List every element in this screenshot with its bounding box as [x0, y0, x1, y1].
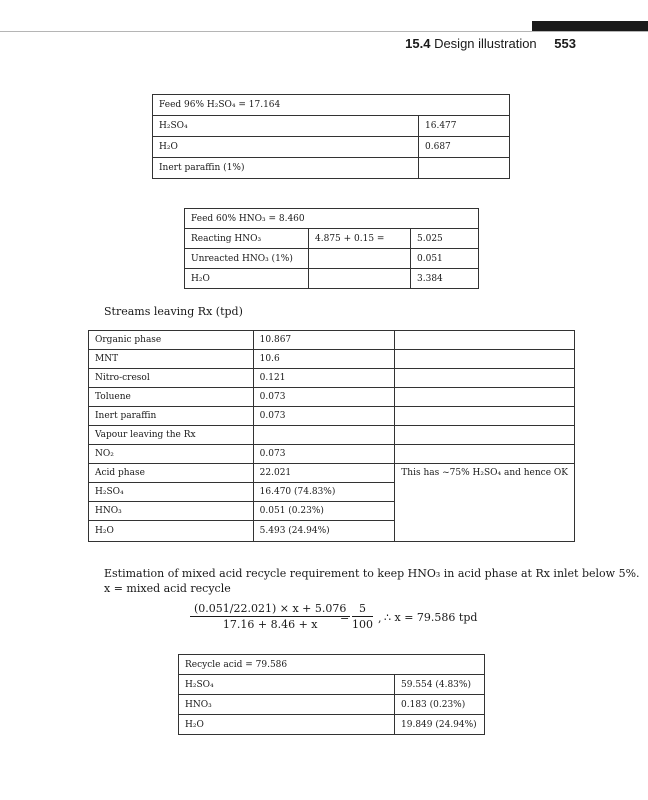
row-note	[395, 369, 575, 388]
equation-lhs-fraction	[190, 602, 350, 631]
table-row	[89, 388, 575, 407]
equation-denominator: 17.16 + 8.46 + x	[222, 618, 318, 631]
estimation-line-2: x = mixed acid recycle	[104, 582, 231, 595]
equation-comma: ,	[378, 612, 382, 625]
row-value: 0.121	[253, 369, 395, 388]
row-note	[395, 445, 575, 464]
row-value: 16.470 (74.83%)	[253, 483, 395, 502]
table-title: Feed 60% HNO₃ = 8.460	[185, 209, 479, 229]
row-value: 10.6	[253, 350, 395, 369]
rhs-numerator: 5	[352, 602, 373, 617]
feed-hno3-table	[184, 208, 479, 289]
row-value: 0.051	[411, 249, 479, 269]
row-label: Inert paraffin	[89, 407, 254, 426]
row-value: 0.073	[253, 445, 395, 464]
row-label: Inert paraffin (1%)	[153, 158, 419, 179]
equation-result: ∴ x = 79.586 tpd	[384, 611, 478, 624]
table-row	[89, 350, 575, 369]
equation-rhs-fraction	[352, 602, 373, 631]
row-value: 59.554 (4.83%)	[395, 675, 485, 695]
table-row	[185, 269, 479, 289]
row-value: 3.384	[411, 269, 479, 289]
row-note	[395, 407, 575, 426]
equation-equals: =	[340, 611, 350, 624]
row-value: 5.493 (24.94%)	[253, 521, 395, 542]
row-label: Organic phase	[89, 331, 254, 350]
row-label: MNT	[89, 350, 254, 369]
rhs-denominator: 100	[352, 618, 373, 631]
streams-heading: Streams leaving Rx (tpd)	[104, 305, 243, 318]
estimation-paragraph	[104, 566, 640, 596]
row-label: Nitro-cresol	[89, 369, 254, 388]
row-note	[395, 426, 575, 445]
acid-phase-note: This has ~75% H₂SO₄ and hence OK	[395, 464, 575, 542]
row-label: Vapour leaving the Rx	[89, 426, 254, 445]
row-value: 10.867	[253, 331, 395, 350]
row-calc	[309, 269, 411, 289]
row-value	[253, 426, 395, 445]
row-label: Toluene	[89, 388, 254, 407]
streams-table	[88, 330, 575, 542]
row-value: 22.021	[253, 464, 395, 483]
row-label: Unreacted HNO₃ (1%)	[185, 249, 309, 269]
table-row	[153, 95, 510, 116]
table-row	[153, 116, 510, 137]
row-value	[419, 158, 510, 179]
row-value: 19.849 (24.94%)	[395, 715, 485, 735]
row-label: Acid phase	[89, 464, 254, 483]
row-note	[395, 331, 575, 350]
row-calc	[309, 249, 411, 269]
table-row	[89, 464, 575, 483]
table-row	[185, 249, 479, 269]
header-bar	[532, 21, 648, 31]
table-row	[89, 445, 575, 464]
row-label: HNO₃	[179, 695, 395, 715]
table-row	[89, 426, 575, 445]
row-label: H₂SO₄	[153, 116, 419, 137]
row-label: H₂O	[185, 269, 309, 289]
row-value: 5.025	[411, 229, 479, 249]
row-value: 0.051 (0.23%)	[253, 502, 395, 521]
section-title: Design illustration	[434, 36, 537, 51]
table-row	[89, 407, 575, 426]
row-value: 0.183 (0.23%)	[395, 695, 485, 715]
table-row	[179, 675, 485, 695]
table-row	[179, 695, 485, 715]
row-label: H₂O	[89, 521, 254, 542]
table-row	[179, 715, 485, 735]
row-note	[395, 388, 575, 407]
row-value: 0.073	[253, 388, 395, 407]
equation-numerator: (0.051/22.021) × x + 5.076	[190, 602, 350, 617]
row-label: H₂O	[179, 715, 395, 735]
table-row	[185, 209, 479, 229]
running-header	[405, 36, 576, 51]
row-calc: 4.875 + 0.15 =	[309, 229, 411, 249]
row-label: NO₂	[89, 445, 254, 464]
table-row	[153, 137, 510, 158]
row-label: HNO₃	[89, 502, 254, 521]
row-label: Reacting HNO₃	[185, 229, 309, 249]
table-row	[179, 655, 485, 675]
row-note	[395, 350, 575, 369]
feed-h2so4-table	[152, 94, 510, 179]
estimation-line-1: Estimation of mixed acid recycle requirement to keep HNO₃ in acid phase at Rx inlet below 5%.	[104, 567, 640, 580]
section-number: 15.4	[405, 36, 431, 51]
table-row	[185, 229, 479, 249]
table-title: Recycle acid = 79.586	[179, 655, 485, 675]
row-label: H₂SO₄	[89, 483, 254, 502]
row-value: 0.687	[419, 137, 510, 158]
table-title: Feed 96% H₂SO₄ = 17.164	[153, 95, 510, 116]
recycle-acid-table	[178, 654, 485, 735]
row-value: 0.073	[253, 407, 395, 426]
row-label: H₂SO₄	[179, 675, 395, 695]
header-rule	[0, 31, 648, 32]
row-label: H₂O	[153, 137, 419, 158]
table-row	[153, 158, 510, 179]
table-row	[89, 331, 575, 350]
table-row	[89, 369, 575, 388]
page-number: 553	[554, 36, 576, 51]
row-value: 16.477	[419, 116, 510, 137]
